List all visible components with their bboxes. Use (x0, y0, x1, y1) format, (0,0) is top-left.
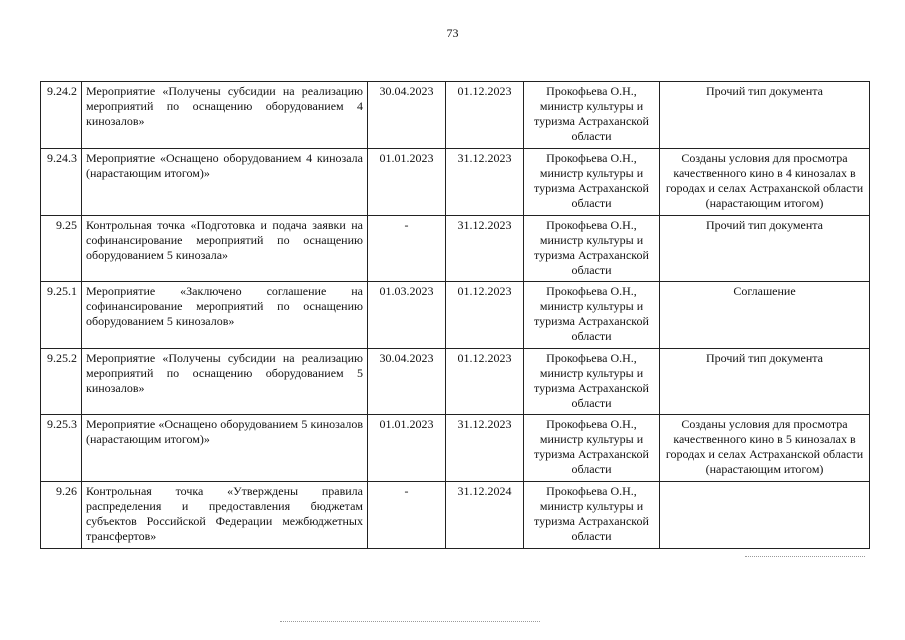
row-start-date: - (368, 482, 446, 549)
row-description: Мероприятие «Получены субсидии на реализацию мероприятий по оснащению оборудованием 5 кинозалов» (82, 349, 368, 415)
row-responsible: Прокофьева О.Н., министр культуры и туризма Астраханской области (524, 482, 660, 549)
row-end-date: 01.12.2023 (446, 349, 524, 415)
row-description: Мероприятие «Заключено соглашение на софинансирование мероприятий по оснащению оборудованием 5 кинозалов» (82, 282, 368, 349)
row-result: Прочий тип документа (660, 349, 870, 415)
row-end-date: 01.12.2023 (446, 82, 524, 149)
scan-artifact (280, 621, 540, 622)
table-row (41, 82, 870, 149)
row-start-date: 01.03.2023 (368, 282, 446, 349)
row-number: 9.25.1 (41, 282, 82, 349)
row-description: Мероприятие «Оснащено оборудованием 4 кинозала (нарастающим итогом)» (82, 149, 368, 216)
row-description: Контрольная точка «Подготовка и подача заявки на софинансирование мероприятий по оснащению оборудованием 5 кинозала» (82, 216, 368, 282)
table-row (41, 149, 870, 216)
row-result (660, 482, 870, 549)
row-result: Прочий тип документа (660, 82, 870, 149)
row-result: Созданы условия для просмотра качественного кино в 5 кинозалах в городах и селах Астраханской области (нарастающим итогом) (660, 415, 870, 482)
row-description: Мероприятие «Получены субсидии на реализацию мероприятий по оснащению оборудованием 4 кинозалов» (82, 82, 368, 149)
scan-artifact (745, 556, 865, 557)
row-responsible: Прокофьева О.Н., министр культуры и туризма Астраханской области (524, 149, 660, 216)
row-number: 9.25.3 (41, 415, 82, 482)
table-row (41, 282, 870, 349)
row-description: Контрольная точка «Утверждены правила распределения и предоставления бюджетам субъектов Российской Федерации межбюджетных трансфертов» (82, 482, 368, 549)
row-result: Соглашение (660, 282, 870, 349)
table-row (41, 482, 870, 549)
row-end-date: 31.12.2023 (446, 216, 524, 282)
row-number: 9.25.2 (41, 349, 82, 415)
row-number: 9.24.3 (41, 149, 82, 216)
row-start-date: 30.04.2023 (368, 349, 446, 415)
row-start-date: 30.04.2023 (368, 82, 446, 149)
row-number: 9.24.2 (41, 82, 82, 149)
row-end-date: 31.12.2023 (446, 149, 524, 216)
row-start-date: 01.01.2023 (368, 415, 446, 482)
row-result: Прочий тип документа (660, 216, 870, 282)
row-result: Созданы условия для просмотра качественного кино в 4 кинозалах в городах и селах Астраханской области (нарастающим итогом) (660, 149, 870, 216)
table-row (41, 415, 870, 482)
row-number: 9.26 (41, 482, 82, 549)
plan-table (40, 81, 870, 549)
row-start-date: 01.01.2023 (368, 149, 446, 216)
row-start-date: - (368, 216, 446, 282)
row-number: 9.25 (41, 216, 82, 282)
row-end-date: 01.12.2023 (446, 282, 524, 349)
row-end-date: 31.12.2024 (446, 482, 524, 549)
row-description: Мероприятие «Оснащено оборудованием 5 кинозалов (нарастающим итогом)» (82, 415, 368, 482)
page-number: 73 (446, 26, 459, 40)
table-row (41, 349, 870, 415)
row-responsible: Прокофьева О.Н., министр культуры и туризма Астраханской области (524, 349, 660, 415)
row-responsible: Прокофьева О.Н., министр культуры и туризма Астраханской области (524, 216, 660, 282)
table-row (41, 216, 870, 282)
row-end-date: 31.12.2023 (446, 415, 524, 482)
row-responsible: Прокофьева О.Н., министр культуры и туризма Астраханской области (524, 415, 660, 482)
row-responsible: Прокофьева О.Н., министр культуры и туризма Астраханской области (524, 282, 660, 349)
row-responsible: Прокофьева О.Н., министр культуры и туризма Астраханской области (524, 82, 660, 149)
